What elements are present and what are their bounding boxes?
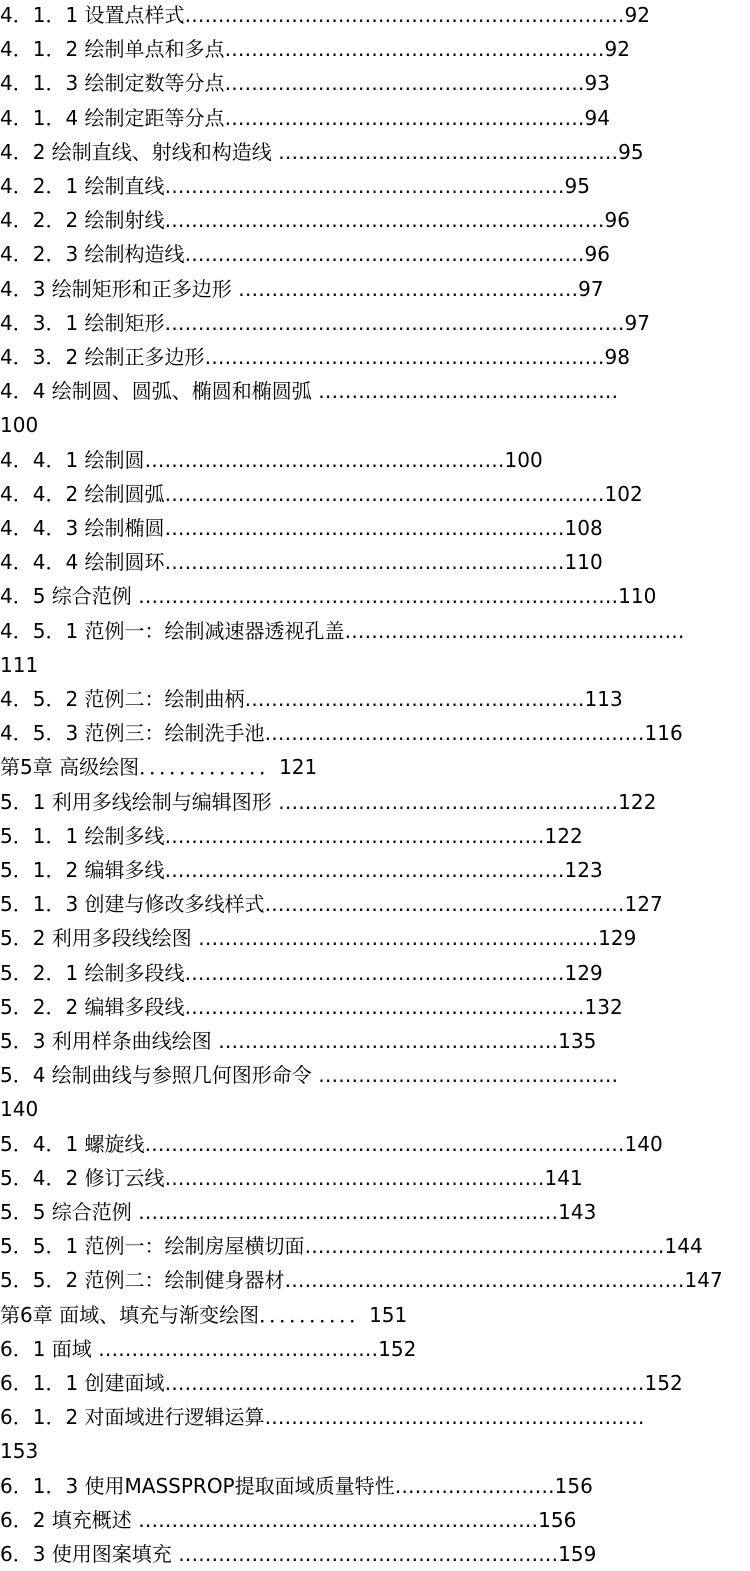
- toc-line: 4．2 绘制直线、射线和构造线 ……………………………………………95: [0, 139, 644, 164]
- toc-line: 4．5．2 范例二：绘制曲柄……………………………………………113: [0, 687, 623, 711]
- toc-line: 第5章 高级绘图．．．．．．．．．．．．．121: [0, 755, 318, 780]
- toc-line: 5．4．1 螺旋线………………………………………………………………140: [0, 1131, 663, 1156]
- toc-line: 5．4 绘制曲线与参照几何图形命令 ………………………………………: [0, 1063, 619, 1088]
- toc-line: 100: [0, 413, 39, 438]
- toc-line: 4．1．3 绘制定数等分点………………………………………………93: [0, 71, 610, 96]
- toc-line: 5．5．2 范例二：绘制健身器材……………………………………………………147: [0, 1268, 723, 1293]
- toc-line: 4．4．2 绘制圆弧…………………………………………………………102: [0, 481, 643, 506]
- toc-line: 4．4．4 绘制圆环……………………………………………………110: [0, 550, 603, 575]
- toc-line: 4．5．3 范例三：绘制洗手池…………………………………………………116: [0, 721, 683, 746]
- toc-line: 4．3．2 绘制正多边形……………………………………………………98: [0, 345, 630, 369]
- toc-line: 6．1．1 创建面域………………………………………………………………152: [0, 1371, 683, 1395]
- toc-line: 5．1．2 编辑多线……………………………………………………123: [0, 858, 603, 882]
- toc-line: 4．4 绘制圆、圆弧、椭圆和椭圆弧 ………………………………………: [0, 379, 619, 404]
- toc-line: 第6章 面域、填充与渐变绘图．．．．．．．．．．151: [0, 1302, 408, 1327]
- toc-line: 5．1．1 绘制多线…………………………………………………122: [0, 823, 583, 848]
- toc-line: 4．4．3 绘制椭圆……………………………………………………108: [0, 516, 603, 540]
- toc-line: 5．4．2 修订云线…………………………………………………141: [0, 1165, 583, 1190]
- toc-line: 5．2．1 绘制多段线…………………………………………………129: [0, 960, 603, 985]
- toc-line: 111: [0, 652, 39, 677]
- toc-line: 5．1．3 创建与修改多线样式………………………………………………127: [0, 892, 663, 917]
- toc-line: 4．4．1 绘制圆………………………………………………100: [0, 447, 543, 472]
- toc-line: 140: [0, 1097, 39, 1122]
- toc-line: 4．5 综合范例 ………………………………………………………………110: [0, 584, 657, 609]
- toc-line: 5．1 利用多线绘制与编辑图形 ……………………………………………122: [0, 789, 657, 814]
- toc-line: 6．3 使用图案填充 …………………………………………………159: [0, 1542, 597, 1566]
- toc-line: 4．2．1 绘制直线……………………………………………………95: [0, 174, 590, 198]
- toc-line: 4．1．4 绘制定距等分点………………………………………………94: [0, 105, 610, 130]
- toc-line: 4．5．1 范例一：绘制减速器透视孔盖……………………………………………: [0, 618, 685, 643]
- toc-line: 4．2．3 绘制构造线……………………………………………………96: [0, 242, 610, 267]
- toc-line: 6．1．2 对面域进行逻辑运算…………………………………………………: [0, 1405, 645, 1430]
- toc-line: 5．2．2 编辑多段线……………………………………………………132: [0, 994, 623, 1019]
- toc-line: 6．1 面域 ……………………………………152: [0, 1336, 417, 1361]
- toc-line: 4．1．2 绘制单点和多点…………………………………………………92: [0, 37, 630, 62]
- toc-line: 5．5 综合范例 ………………………………………………………143: [0, 1200, 597, 1224]
- toc-line: 6．2 填充概述 ……………………………………………………156: [0, 1507, 577, 1532]
- toc-line: 4．1．1 设置点样式…………………………………………………………92: [0, 3, 650, 27]
- toc-line: 6．1．3 使用MASSPROP提取面域质量特性……………………156: [0, 1473, 593, 1498]
- toc-line: 4．3．1 绘制矩形……………………………………………………………97: [0, 310, 650, 335]
- toc-line: 5．3 利用样条曲线绘图 ……………………………………………135: [0, 1029, 597, 1053]
- toc-line: 5．2 利用多段线绘图 ……………………………………………………129: [0, 926, 637, 951]
- toc-line: 153: [0, 1439, 39, 1464]
- toc-line: 5．5．1 范例一：绘制房屋横切面………………………………………………144: [0, 1234, 703, 1259]
- toc-line: 4．3 绘制矩形和正多边形 ……………………………………………97: [0, 276, 604, 301]
- toc-line: 4．2．2 绘制射线…………………………………………………………96: [0, 208, 630, 233]
